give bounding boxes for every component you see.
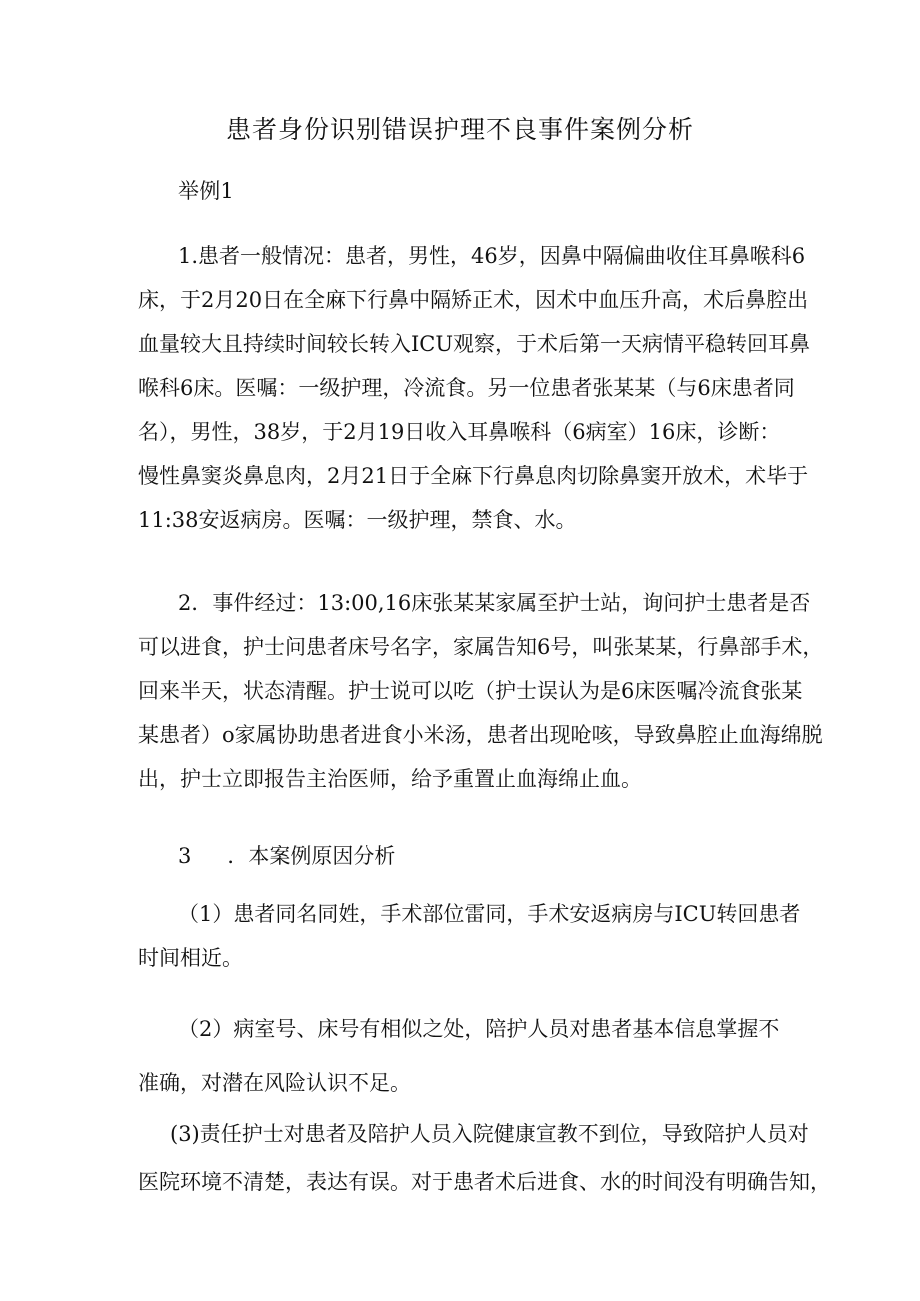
section-cause-heading bbox=[138, 834, 800, 878]
section-heading-text: ．本案例原因分析 bbox=[227, 844, 396, 868]
reason-2 bbox=[138, 1002, 800, 1110]
text-line: 医院环境不清楚，表达有误。对于患者术后进食、水的时间没有明确告知， bbox=[138, 1170, 831, 1194]
text-line: （2）病室号、床号有相似之处，陪护人员对患者基本信息掌握不 bbox=[178, 1017, 780, 1041]
text-line: 名），男性，38岁，于2月19日收入耳鼻喉科（6病室）16床，诊断： bbox=[138, 420, 781, 444]
text-line: 血量较大且持续时间较长转入ICU观察，于术后第一天病情平稳转回耳鼻 bbox=[138, 332, 811, 356]
text-line: 床，于2月20日在全麻下行鼻中隔矫正术，因术中血压升高，术后鼻腔出 bbox=[138, 288, 809, 312]
section-heading bbox=[138, 834, 800, 878]
text-line: (3)责任护士对患者及陪护人员入院健康宣教不到位，导致陪护人员对 bbox=[170, 1122, 809, 1146]
text-line: 时间相近。 bbox=[138, 946, 243, 970]
text-line: 11:38安返病房。医嘱：一级护理，禁食、水。 bbox=[138, 508, 577, 532]
case-label: 举例1 bbox=[178, 179, 234, 203]
text-line: 出，护士立即报告主治医师，给予重置止血海绵止血。 bbox=[138, 767, 642, 791]
text-line: 慢性鼻窦炎鼻息肉，2月21日于全麻下行鼻息肉切除鼻窦开放术，术毕于 bbox=[138, 464, 809, 488]
reason-1 bbox=[138, 892, 800, 980]
text-line: 1.患者一般情况：患者，男性，46岁，因鼻中隔偏曲收住耳鼻喉科6 bbox=[178, 244, 806, 268]
text-line: 某患者）o家属协助患者进食小米汤，患者出现呛咳，导致鼻腔止血海绵脱 bbox=[138, 723, 823, 747]
text-line: 回来半天，状态清醒。护士说可以吃（护士误认为是6床医嘱冷流食张某 bbox=[138, 679, 803, 703]
text-line: 喉科6床。医嘱：一级护理，冷流食。另一位患者张某某（与6床患者同 bbox=[138, 376, 795, 400]
text-line: 可以进食，护士问患者床号名字，家属告知6号，叫张某某，行鼻部手术， bbox=[138, 635, 824, 659]
text-line: （1）患者同名同姓，手术部位雷同，手术安返病房与ICU转回患者 bbox=[178, 902, 801, 926]
reason-3 bbox=[138, 1110, 831, 1206]
text-line: 2．事件经过：13:00,16床张某某家属至护士站，询问护士患者是否 bbox=[178, 591, 811, 615]
document-title: 患者身份识别错误护理不良事件案例分析 bbox=[225, 115, 694, 144]
text-line: 准确，对潜在风险认识不足。 bbox=[138, 1071, 411, 1095]
section-number: 3 bbox=[178, 844, 192, 868]
section-general-info bbox=[138, 234, 811, 542]
section-event-process bbox=[138, 581, 824, 801]
